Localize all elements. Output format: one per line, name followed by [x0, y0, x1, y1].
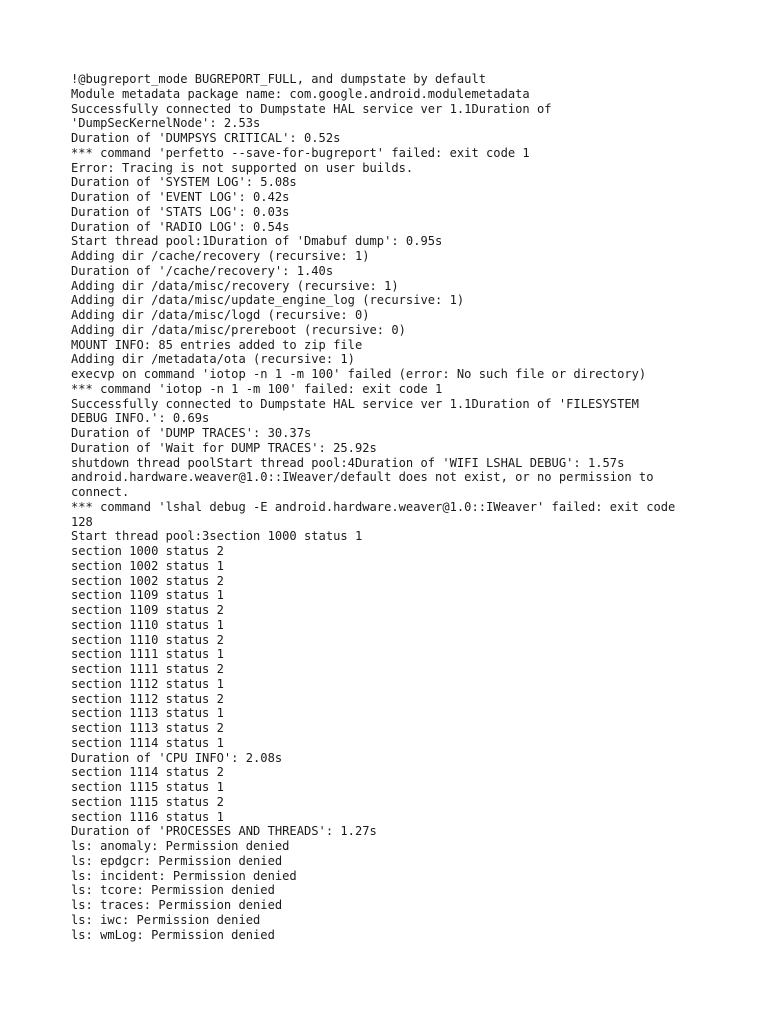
log-line: Duration of 'CPU INFO': 2.08s: [71, 750, 283, 765]
log-line: section 1109 status 1: [71, 588, 224, 603]
log-line: Module metadata package name: com.google.android.modulemetadata: [71, 86, 530, 101]
log-line: *** command 'iotop -n 1 -m 100' failed: exit code 1: [71, 381, 443, 396]
log-line: Start thread pool:3section 1000 status 1: [71, 529, 363, 544]
log-line: android.hardware.weaver@1.0::IWeaver/default does not exist, or no permission to: [71, 470, 654, 485]
log-line: !@bugreport_mode BUGREPORT_FULL, and dumpstate by default: [71, 72, 487, 86]
log-line: Adding dir /data/misc/update_engine_log (recursive: 1): [71, 293, 465, 308]
log-line: section 1115 status 2: [71, 794, 224, 809]
log-line: connect.: [71, 485, 130, 499]
log-line: *** command 'lshal debug -E android.hardware.weaver@1.0::IWeaver' failed: exit code: [71, 499, 676, 514]
log-line: Successfully connected to Dumpstate HAL service ver 1.1Duration of 'FILESYSTEM: [71, 396, 639, 411]
log-line: Error: Tracing is not supported on user builds.: [71, 160, 414, 175]
log-line: ls: iwc: Permission denied: [71, 912, 261, 927]
log-line: section 1111 status 1: [71, 647, 224, 662]
log-line: 128: [71, 514, 93, 529]
log-line: section 1114 status 1: [71, 735, 224, 750]
log-line: Adding dir /data/misc/logd (recursive: 0): [71, 308, 370, 322]
log-line: ls: tcore: Permission denied: [71, 883, 275, 898]
log-line: Duration of 'EVENT LOG': 0.42s: [71, 190, 290, 204]
log-line: ls: anomaly: Permission denied: [71, 839, 290, 853]
log-line: section 1114 status 2: [71, 765, 224, 780]
log-line: section 1002 status 1: [71, 558, 224, 573]
log-line: Duration of 'DUMPSYS CRITICAL': 0.52s: [71, 131, 341, 145]
log-line: section 1115 status 1: [71, 780, 224, 794]
log-line: section 1110 status 1: [71, 617, 224, 632]
log-line: ls: wmLog: Permission denied: [71, 927, 275, 942]
log-line: Adding dir /metadata/ota (recursive: 1): [71, 352, 355, 367]
log-line: 'DumpSecKernelNode': 2.53s: [71, 116, 261, 131]
log-line: section 1111 status 2: [71, 662, 224, 676]
log-line: Duration of 'STATS LOG': 0.03s: [71, 204, 290, 219]
log-line: section 1000 status 2: [71, 544, 224, 558]
log-line: *** command 'perfetto --save-for-bugreport' failed: exit code 1: [71, 145, 530, 160]
log-line: Start thread pool:1Duration of 'Dmabuf dump': 0.95s: [71, 234, 443, 249]
log-line: section 1110 status 2: [71, 632, 224, 647]
log-line: Duration of 'DUMP TRACES': 30.37s: [71, 426, 312, 440]
log-line: Duration of 'Wait for DUMP TRACES': 25.92s: [71, 440, 377, 455]
log-line: ls: epdgcr: Permission denied: [71, 853, 283, 868]
log-line: section 1116 status 1: [71, 809, 224, 824]
log-line: Adding dir /cache/recovery (recursive: 1): [71, 249, 370, 263]
log-line: shutdown thread poolStart thread pool:4Duration of 'WIFI LSHAL DEBUG': 1.57s: [71, 455, 625, 470]
log-line: ls: incident: Permission denied: [71, 868, 297, 883]
log-line: Adding dir /data/misc/recovery (recursive: 1): [71, 278, 399, 293]
log-line: Duration of 'RADIO LOG': 0.54s: [71, 219, 290, 234]
log-line: Duration of 'SYSTEM LOG': 5.08s: [71, 175, 297, 190]
log-line: section 1113 status 2: [71, 721, 224, 735]
log-line: section 1112 status 2: [71, 691, 224, 706]
log-line: section 1113 status 1: [71, 706, 224, 721]
log-line: Duration of 'PROCESSES AND THREADS': 1.27s: [71, 824, 377, 839]
log-line: Duration of '/cache/recovery': 1.40s: [71, 263, 334, 278]
log-line: Adding dir /data/misc/prereboot (recursive: 0): [71, 322, 406, 337]
bugreport-log: [71, 72, 711, 942]
log-line: execvp on command 'iotop -n 1 -m 100' failed (error: No such file or directory): [71, 367, 647, 381]
log-line: section 1002 status 2: [71, 573, 224, 588]
log-line: section 1112 status 1: [71, 676, 224, 691]
log-line: DEBUG INFO.': 0.69s: [71, 411, 210, 426]
log-line: section 1109 status 2: [71, 603, 224, 617]
log-line: Successfully connected to Dumpstate HAL service ver 1.1Duration of: [71, 101, 552, 116]
log-line: ls: traces: Permission denied: [71, 898, 283, 912]
log-line: MOUNT INFO: 85 entries added to zip file: [71, 337, 363, 352]
